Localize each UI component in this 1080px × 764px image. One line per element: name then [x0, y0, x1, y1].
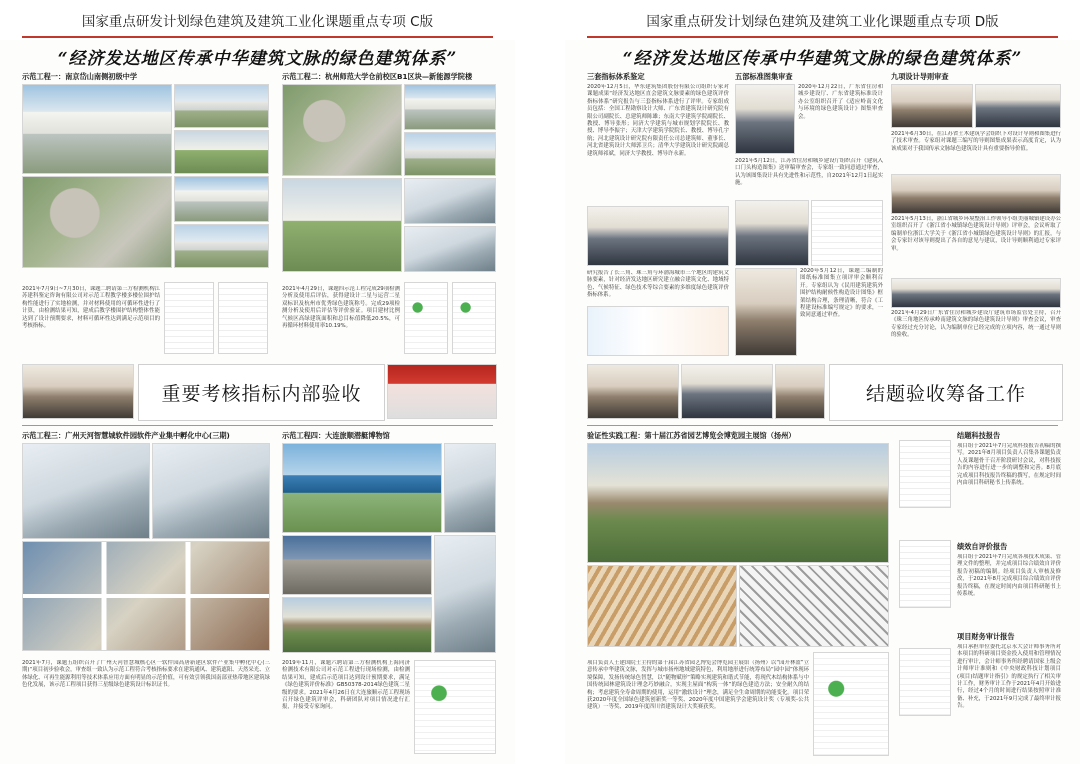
photo-school-facade-1 — [174, 84, 269, 128]
photo-green-certificate — [414, 660, 496, 754]
photo-museum-landscape — [282, 597, 432, 653]
section-title-indicator-systems: 三套指标体系鉴定 — [587, 72, 645, 81]
photo-guide-meeting-4 — [891, 278, 1061, 308]
page-d-main-title: “经济发达地区传承中华建筑文脉的绿色建筑体系” — [622, 49, 1023, 69]
photo-campus-aerial — [282, 84, 402, 176]
section-text-design-guides-b: 2021年5月13日，浙江省城乡环境整治工作领导小组美丽城镇建设办公室组织召开了《浙江省小城镇绿色建筑设计导则》评审会，会议听取了编制单位浙江大学关于《浙江省小城镇绿色建筑设计导则》的汇报，与会专家针对该导则提出了各自的意见与建议，设计导则顺利通过专家评审。 — [891, 216, 1061, 252]
section-text-audit-report: 项目承担单位委托北京永大会计师事务所对本项目的科研项目资金投入使用和管理情况进行审计，会计师事务所经聘请国家上级会计师审计准则和《中央财政科技计划项目(项目)结题审计指引》的规定执行了相关审计工作，财务审计工作于2021年4月开始进行，经过4个月的时间进行结果按照审计准备、补充，于2021年9月完成了最终审计报告。 — [957, 644, 1061, 710]
photo-incubator-analysis-collage — [22, 541, 270, 651]
section-text-design-guides-c: 2021年4月29日广东省住房和城乡建设厅建筑市场监管处主持，召开《珠三角地区传承岭南建筑文脉的绿色建筑设计导则》审查会议，审查专家经过充分讨论，认为编制单位已经完成的立项内容，统一通过导则的验收。 — [891, 310, 1061, 339]
section-text-demo-1: 2021年7月9日~7月30日，课题二聘请第三方检测机构江苏建科鉴定咨询有限公司对示范工程教学楼多楼位围护结构性能进行了实地检测，并对材料使用的可循环性进行了计算，由检测结果可知，建成后教学楼围护结构整体性能达到了设计预期要求，材料可循环性达到满足示范项目的考核指标。 — [22, 286, 160, 330]
photo-campus-interior-2 — [404, 226, 496, 272]
photo-tech-report-doc — [899, 440, 951, 508]
photo-test-report-2 — [218, 282, 268, 354]
photo-atlas-document — [811, 200, 883, 266]
photo-guide-meeting-2 — [975, 84, 1061, 128]
page-d-header-title: 国家重点研发计划绿色建筑及建筑工业化课题重点专项 D版 — [646, 14, 999, 30]
section-text-demo-3: 2021年7月，课题五组织召开了广州天河智慧城核心区一软件园高唐新建区软件产业集中孵化中心(三期)“项目初步验收会，审查组一致认为示范工程符合考核指标要求在建筑通风、建筑遮阳、天然采光、立体绿化、可再生能源利用等技术体系应用方面有明显的示范价值，可有效引领我国南部亚热带地区建筑绿色化发展，该示范工程项目获得三星级绿色建筑设计标识证书。 — [22, 660, 270, 689]
photo-award-certificate — [813, 652, 889, 756]
photo-indicator-diagram — [587, 306, 729, 356]
page-c-main-title: “经济发达地区传承中华建筑文脉的绿色建筑体系” — [57, 49, 458, 69]
section-title-verification-project: 验证性实践工程：第十届江苏省园艺博览会博览园主展馆（扬州） — [587, 431, 796, 440]
page-c-header-title: 国家重点研发计划绿色建筑及建筑工业化课题重点专项 C版 — [81, 14, 434, 30]
photo-expo-structure-diagram — [739, 565, 889, 647]
section-title-evaluation-report: 绩效自评价报告 — [957, 542, 1008, 551]
section-title-demo-3: 示范工程三：广州天河智慧城软件园软件产业集中孵化中心(三期) — [22, 431, 230, 440]
page-c — [0, 0, 515, 764]
photo-guide-meeting-1 — [891, 84, 973, 128]
photo-review-meeting-left — [22, 364, 134, 419]
section-text-evaluation-report: 项目组于2021年7月完成各项技术成果、管理文件的整理，并完成项目综合绩效自评价报告初稿的编制。经项目负责人审核及修改，于2021年8月完成项目综合绩效自评价报告终稿，在规定时间内由项目科研秘书上传系统。 — [957, 554, 1061, 598]
photo-review-meeting-group — [387, 364, 497, 419]
photo-closing-meeting-3 — [775, 364, 825, 419]
page-d-divider — [587, 425, 1058, 426]
page-d-header-rule — [587, 36, 1058, 38]
section-title-standard-atlas: 五部标准图集审查 — [735, 72, 793, 81]
page-d-header — [565, 0, 1080, 40]
photo-school-building-2 — [174, 224, 269, 268]
section-text-demo-4: 2019年11月，课题六聘请第三方检测机构上海同济检测技术有限公司对示范工程进行现场检测，由检测结果可知，建成后示范项目达到设计预期要求，满足《绿色建筑评价标准》GB50378-2014绿色建筑二星级的要求。2021年4月26日在大连旅顺示范工程现场召开绿色建筑评审会，科研团队对项目情况进行汇报，并接受专家询问。 — [282, 660, 410, 711]
photo-atlas-meeting-1 — [735, 84, 795, 154]
page-gutter — [515, 0, 565, 764]
photo-campus-exterior — [282, 178, 402, 272]
section-text-indicator-systems-a: 2020年12月5日，华东建筑集团股份有限公司组织专家对课题成果“经济发达地区直会建筑文脉要素的绿色建筑评价指标体系”研究报告与三套指标体系进行了评审。专家组成员包括：全国工程勘察设计大师、广东省建筑设计研究院有限公司副院长、总建筑师陈雄；东南大学建筑学院副院长、教授、博导张彤；同济大学建筑与城市规划学院院长、教授、博导李振宇；天津大学建筑学院院长、教授、博导孔宇航；河北建筑设计研究院有限责任公司总建筑师、董事长、河北省建筑设计大师郭卫兵；清华大学建筑设计研究院副总建筑师祁斌，同济大学教授、博导许永新。 — [587, 84, 729, 157]
photo-incubator-render-1 — [22, 443, 150, 539]
photo-school-courtyard — [22, 84, 172, 174]
section-title-audit-report: 项目财务审计报告 — [957, 632, 1015, 641]
page-d — [565, 0, 1080, 764]
photo-incubator-render-2 — [152, 443, 270, 539]
section-title-tech-report: 结题科技报告 — [957, 431, 1001, 440]
section-text-standard-atlas-c: 2020年5月12日，课题二编制的图纸标准图集立项评审会顺利召开。专家组认为《民用建筑建筑外围护结构耐候性构造设计图集》框架结构合理，条理清晰，符合《工程建设标准编写规定》的要求，一致同意通过审查。 — [800, 268, 883, 319]
section-title-demo-2: 示范工程二：杭州师范大学仓前校区B1区块—新能源学院楼 — [282, 72, 473, 81]
photo-test-report-1 — [164, 282, 214, 354]
photo-expo-pavilion-aerial — [587, 443, 889, 563]
photo-expert-review-grid — [587, 206, 729, 266]
photo-museum-exterior — [282, 535, 432, 595]
section-title-demo-1: 示范工程一：南京岱山南侧初级中学 — [22, 72, 138, 81]
section-text-design-guides-a: 2021年6月30日，在江苏省土木建筑学会组织下对设计导则和图集进行了技术审查。专家组对课题三编写的导则图集成果表示高度肯定，认为该成果对于我国传承文脉绿色建筑设计具有重要指导价值。 — [891, 131, 1061, 152]
photo-museum-roof — [444, 443, 496, 533]
photo-school-building-1 — [174, 176, 269, 222]
photo-museum-atrium — [434, 535, 496, 653]
photo-expo-timber-structure — [587, 565, 737, 647]
section-text-standard-atlas-a: 2020年12月22日，广东省住房和城乡建设厅、广东省建筑标准设计办公室组织召开了《适应岭南文化与环境的绿色建筑设计》图集审查会。 — [798, 84, 883, 120]
photo-certificate-2 — [452, 282, 496, 354]
page-c-divider — [22, 425, 493, 426]
page-c-header-rule — [22, 36, 493, 38]
photo-school-facade-2 — [174, 130, 269, 174]
photo-closing-meeting-1 — [587, 364, 679, 419]
photo-certificate-1 — [404, 282, 448, 354]
section-text-indicator-systems-b: 研究报告了长三角、珠三角与环渤海城市三个地区的建筑文脉要素，针对经济发达地区研究建立融合建筑文化、地域特色、气候特征、绿色技术等综合要素的多维度绿色建筑评价指标体系。 — [587, 270, 729, 299]
banner-internal-acceptance — [138, 364, 385, 421]
photo-guide-meeting-3 — [891, 174, 1061, 214]
section-text-standard-atlas-b: 2021年5月12日，江苏省住房和城乡建设厅组织召开《建筑入口门头构造图集》送审稿审查会，专家组一致同意通过审查，认为该图集设计具有先进性和示范性，自2021年12月1日起实施。 — [735, 158, 883, 187]
photo-audit-report-doc — [899, 648, 951, 716]
section-text-demo-2: 2021年4月29日，课题四示范工程完成29项检测分析及使用后评估，获得建设计二星与运营二星双标识及杭州市优秀绿色建筑称号。完成29项检测分析及使用后评估等评价验证。项目建材比例气候区高绿建筑面积和总目标值降低20.5%，可再循环材料使用率10.19%。 — [282, 286, 400, 330]
photo-campus-building-1 — [404, 84, 496, 130]
photo-evaluation-report-doc — [899, 540, 951, 608]
photo-campus-interior-1 — [404, 178, 496, 224]
section-text-tech-report: 项目组于2021年7月完成科技报告初稿的撰写。2021年8月项目负责人召集各课题负责人及课题骨干召开阶段研讨会议，对科技报告的内容进行进一步的调整和完善。8月底完成项目科技报告终稿的撰写，在规定时间内由项目科研秘书上传系统。 — [957, 443, 1061, 487]
photo-atlas-meeting-3 — [735, 268, 797, 356]
section-title-demo-4: 示范工程四：大连旅顺潜艇博物馆 — [282, 431, 390, 440]
photo-museum-aerial — [282, 443, 442, 533]
photo-closing-meeting-2 — [681, 364, 773, 419]
section-text-verification-project: 项目负责人王建国院士主持的第十届江苏省园艺博览会博览园主展馆（扬州）以“园开林盈”立意传承中华建筑文脉，发挥与城市扬州地域建筑特色，利用地形进行统筹布局“园中园”体现环境保障，发扬传统绿色智慧，以“随物赋形”策略实现建筑和谐式节能，将现代木结构体系与中国传统园林建筑设计理念巧妙融合，实现主屋面“构筑一体”的绿色建造方法；安全耐久的结构；考虑建筑全寿命周期的使用，运用“激软设计”理念，满足全生命周期的功能变化。项目荣获2020年度全国绿色建筑创新奖一等奖、2020年度中国建筑学会建筑设计奖（专项奖-公共建筑）一等奖、2019年度四川省建筑设计大奖赛获奖。 — [587, 660, 809, 711]
banner-closing-preparation-text: 结题验收筹备工作 — [865, 383, 1026, 405]
photo-atlas-meeting-2 — [735, 200, 809, 266]
photo-school-aerial — [22, 176, 172, 268]
banner-closing-preparation — [829, 364, 1063, 421]
photo-campus-building-2 — [404, 132, 496, 176]
page-c-header — [0, 0, 515, 40]
banner-internal-acceptance-text: 重要考核指标内部验收 — [161, 383, 362, 405]
section-title-design-guides: 九项设计导则审查 — [891, 72, 949, 81]
